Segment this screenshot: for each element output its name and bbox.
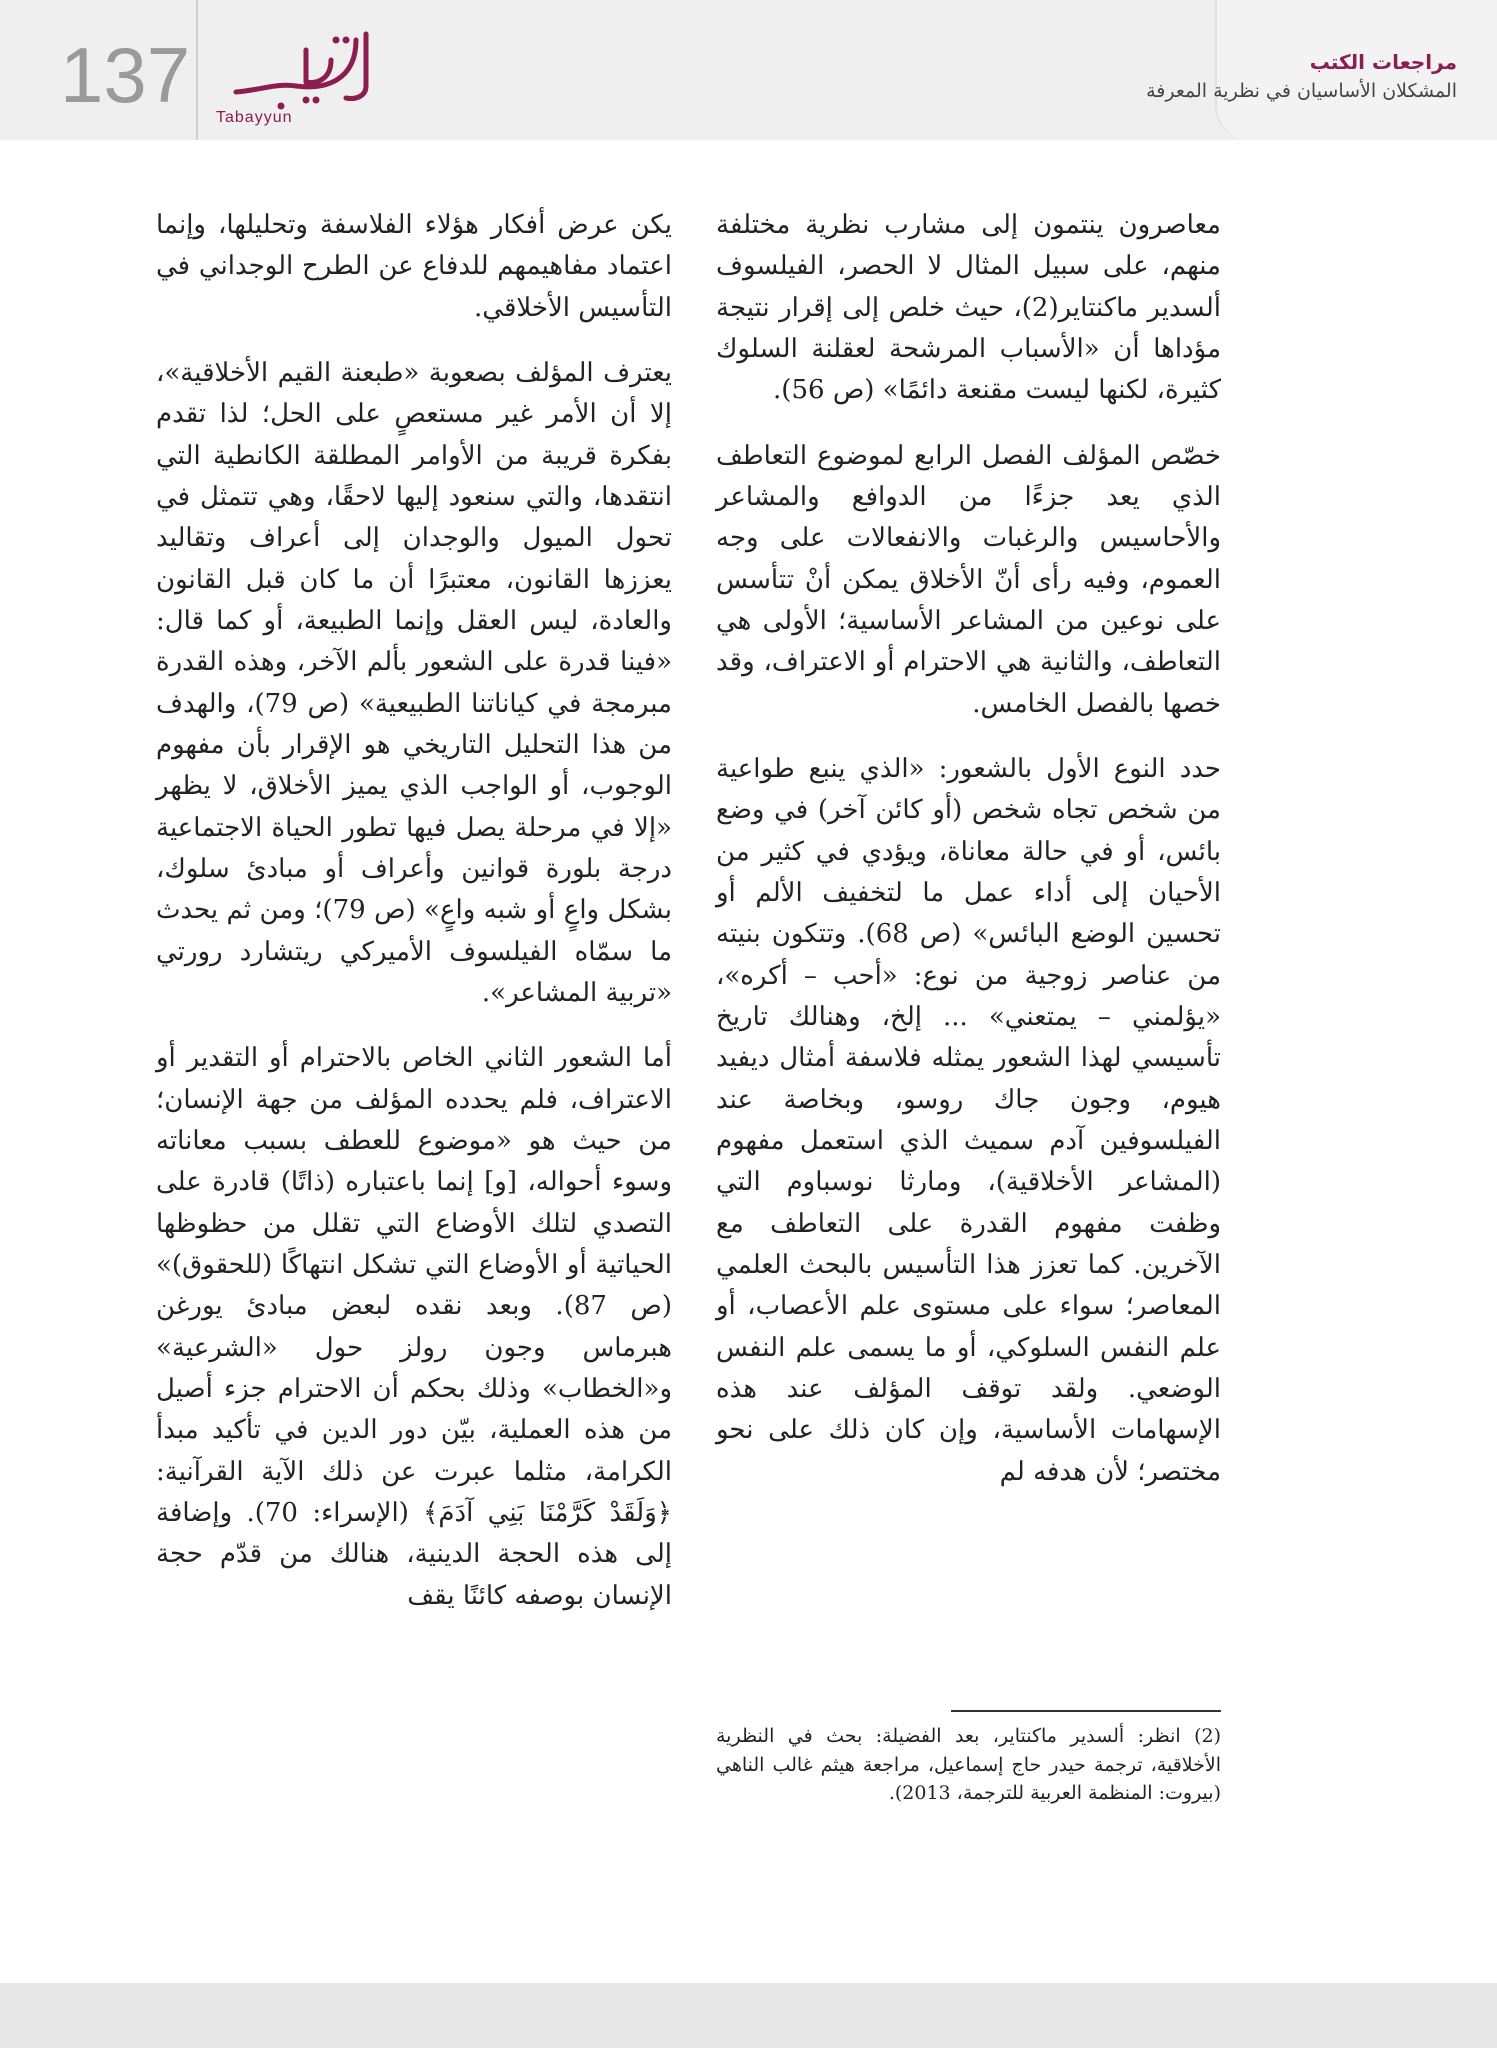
page-number: 137 bbox=[60, 31, 191, 119]
running-header bbox=[777, 50, 1457, 102]
article-title: المشكلان الأساسيان في نظرية المعرفة bbox=[1146, 80, 1457, 102]
paragraph: أما الشعور الثاني الخاص بالاحترام أو التقدير أو الاعتراف، فلم يحدده المؤلف من جهة الإنسان؛ من حيث هو «موضوع للعطف بسبب معاناته وسوء أحواله، [و] إنما باعتباره (ذاتًا) قادرة على التصدي لتلك الأوضاع التي تقلل من حظوظها الحياتية أو الأوضاع التي تشكل انتهاكًا (للحقوق)» (ص 87). وبعد نقده لبعض مبادئ يورغن هبرماس وجون رولز حول «الشرعية» و«الخطاب» وذلك بحكم أن الاحترام جزء أصيل من هذه العملية، بيّن دور الدين في تأكيد مبدأ الكرامة، مثلما عبرت عن ذلك الآية القرآنية: ﴿وَلَقَدْ كَرَّمْنَا بَنِي آدَمَ﴾ (الإسراء: 70). وإضافة إلى هذه الحجة الدينية، هنالك من قدّم حجة الإنسان بوصفه كائنًا يقف bbox=[156, 1043, 672, 1611]
tabayyun-logo bbox=[206, 20, 401, 130]
footer-band bbox=[0, 1983, 1497, 2048]
paragraph: حدد النوع الأول بالشعور: «الذي ينبع طواعية من شخص تجاه شخص (أو كائن آخر) في وضع بائس، أو في حالة معاناة، ويؤدي في كثير من الأحيان إلى أداء عمل ما لتخفيف الألم أو تحسين الوضع البائس» (ص 68). وتتكون بنيته من عناصر زوجية من نوع: «أحب – أكره»، «يؤلمني – يمتعني» ... إلخ، وهنالك تاريخ تأسيسي لهذا الشعور يمثله فلاسفة أمثال ديفيد هيوم، وجون جاك روسو، وبخاصة عند الفيلسوفين آدم سميث الذي استعمل مفهوم (المشاعر الأخلاقية)، ومارثا نوسباوم التي وظفت مفهوم القدرة على التعاطف مع الآخرين. كما تعزز هذا التأسيس بالبحث العلمي المعاصر؛ سواء على مستوى علم الأعصاب، أو علم النفس السلوكي، أو ما يسمى علم النفس الوضعي. ولقد توقف المؤلف عند هذه الإسهامات الأساسية، وإن كان ذلك على نحو مختصر؛ لأن هدفه لم bbox=[716, 753, 1221, 1487]
paragraph: خصّص المؤلف الفصل الرابع لموضوع التعاطف الذي يعد جزءًا من الدوافع والمشاعر والأحاسيس والرغبات والانفعالات على وجه العموم، وفيه رأى أنّ الأخلاق يمكن أنْ تتأسس على نوعين من المشاعر الأساسية؛ الأولى هي التعاطف، والثانية هي الاحترام أو الاعتراف، وقد خصها بالفصل الخامس. bbox=[716, 440, 1221, 719]
paragraph: يعترف المؤلف بصعوبة «طبعنة القيم الأخلاقية»، إلا أن الأمر غير مستعصٍ على الحل؛ لذا تقدم بفكرة قريبة من الأوامر المطلقة الكانطية التي انتقدها، والتي سنعود إليها لاحقًا، وهي تتمثل في تحول الميول والوجدان إلى أعراف وتقاليد يعززها القانون، معتبرًا أن ما كان قبل القانون والعادة، ليس العقل وإنما الطبيعة، أو كما قال: «فينا قدرة على الشعور بألم الآخر، وهذه القدرة مبرمجة في كياناتنا الطبيعية» (ص 79)، والهدف من هذا التحليل التاريخي هو الإقرار بأن مفهوم الوجوب، أو الواجب الذي يميز الأخلاق، لا يظهر «إلا في مرحلة يصل فيها تطور الحياة الاجتماعية درجة بلورة قوانين وأعراف أو مبادئ سلوك، بشكل واعٍ أو شبه واعٍ» (ص 79)؛ ومن ثم يحدث ما سمّاه الفيلسوف الأميركي ريتشارد رورتي «تربية المشاعر». bbox=[156, 357, 672, 1008]
paragraph: معاصرون ينتمون إلى مشارب نظرية مختلفة منهم، على سبيل المثال لا الحصر، الفيلسوف ألسدير ماكنتاير(2)، حيث خلص إلى إقرار نتيجة مؤداها أن «الأسباب المرشحة لعقلنة السلوك كثيرة، لكنها ليست مقنعة دائمًا» (ص 56). bbox=[716, 210, 1221, 406]
left-column bbox=[156, 205, 672, 1641]
footnote: (2) انظر: ألسدير ماكنتاير، بعد الفضيلة: بحث في النظرية الأخلاقية، ترجمة حيدر حاج إسماعيل، مراجعة هيثم غالب الناهي (بيروت: المنظمة العربية للترجمة، 2013). bbox=[716, 1725, 1221, 1804]
header-divider bbox=[196, 0, 198, 140]
logo-wordmark: Tabayyun bbox=[216, 109, 293, 126]
section-title: مراجعات الكتب bbox=[1309, 50, 1457, 74]
paragraph: يكن عرض أفكار هؤلاء الفلاسفة وتحليلها، وإنما اعتماد مفاهيمهم للدفاع عن الطرح الوجداني في التأسيس الأخلاقي. bbox=[156, 210, 672, 323]
footnote-rule bbox=[951, 1710, 1221, 1712]
right-column bbox=[716, 205, 1221, 1517]
